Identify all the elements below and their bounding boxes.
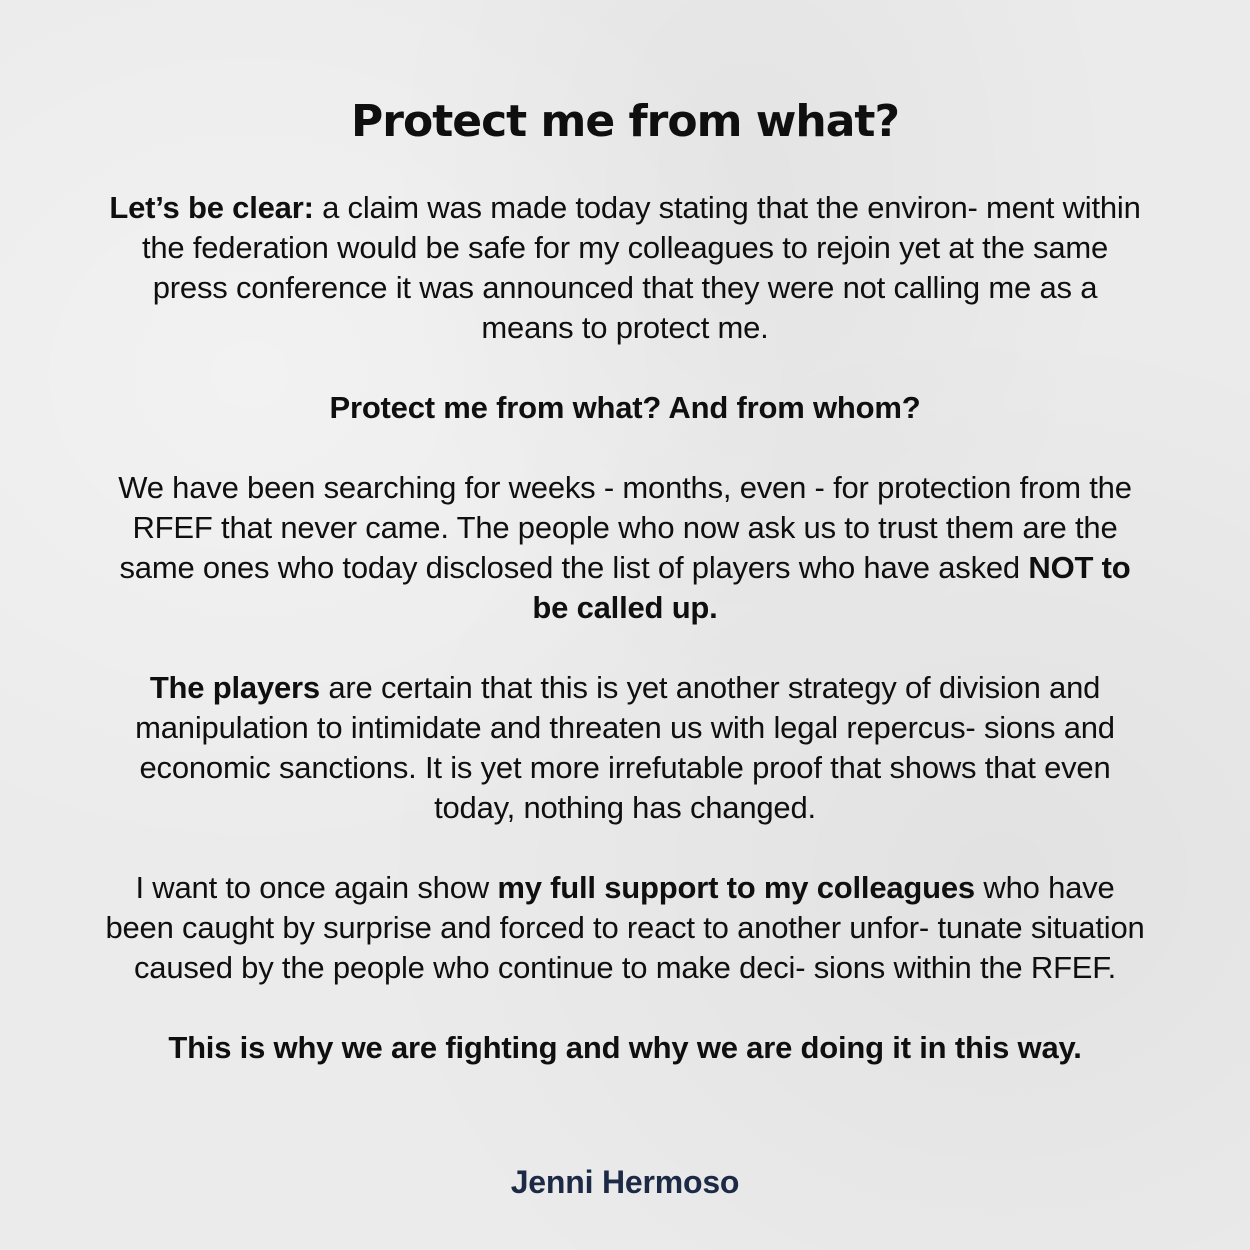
signature: Jenni Hermoso <box>510 1164 740 1200</box>
paragraph-lets-be-clear <box>105 188 1145 348</box>
paragraph-protect-question <box>105 388 1145 428</box>
paragraph-text: are certain that this is yet another strategy of division and manipulation to intimidate and threaten us with legal repercus- sions and economic sanctions. It is yet more irrefutable proof that shows that even today, nothing has changed. <box>135 670 1115 825</box>
paragraph-text: Protect me from what? And from whom? <box>329 390 921 425</box>
statement-title: Protect me from what? <box>351 96 899 147</box>
paragraph-text-before: I want to once again show <box>135 870 498 905</box>
paragraph-lead-bold: Let’s be clear: <box>109 190 314 225</box>
paragraph-text: a claim was made today stating that the environ- ment within the federation would be safe for my colleagues to rejoin yet at the same press conference it was announced that they were not calling me as a means to protect me. <box>141 190 1141 345</box>
paragraph-searching <box>105 468 1145 628</box>
paragraph-text-after: who have been caught by surprise and forced to react to another unfor- tunate situation caused by the people who continue to make deci- sions within the RFEF. <box>105 870 1145 985</box>
paragraph-tail-bold: NOT to be called up. <box>532 550 1131 625</box>
paragraph-lead-bold: The players <box>149 670 320 705</box>
statement-body <box>105 188 1145 1108</box>
paragraph-the-players <box>105 668 1145 828</box>
paragraph-text: This is why we are fighting and why we are doing it in this way. <box>168 1030 1082 1065</box>
paragraph-closing <box>105 1028 1145 1068</box>
paragraph-text: We have been searching for weeks - months, even - for protection from the RFEF that never came. The people who now ask us to trust them are the same ones who today disclosed the list of players who have asked <box>118 470 1132 585</box>
paragraph-support <box>105 868 1145 988</box>
paragraph-mid-bold: my full support to my colleagues <box>497 870 975 905</box>
